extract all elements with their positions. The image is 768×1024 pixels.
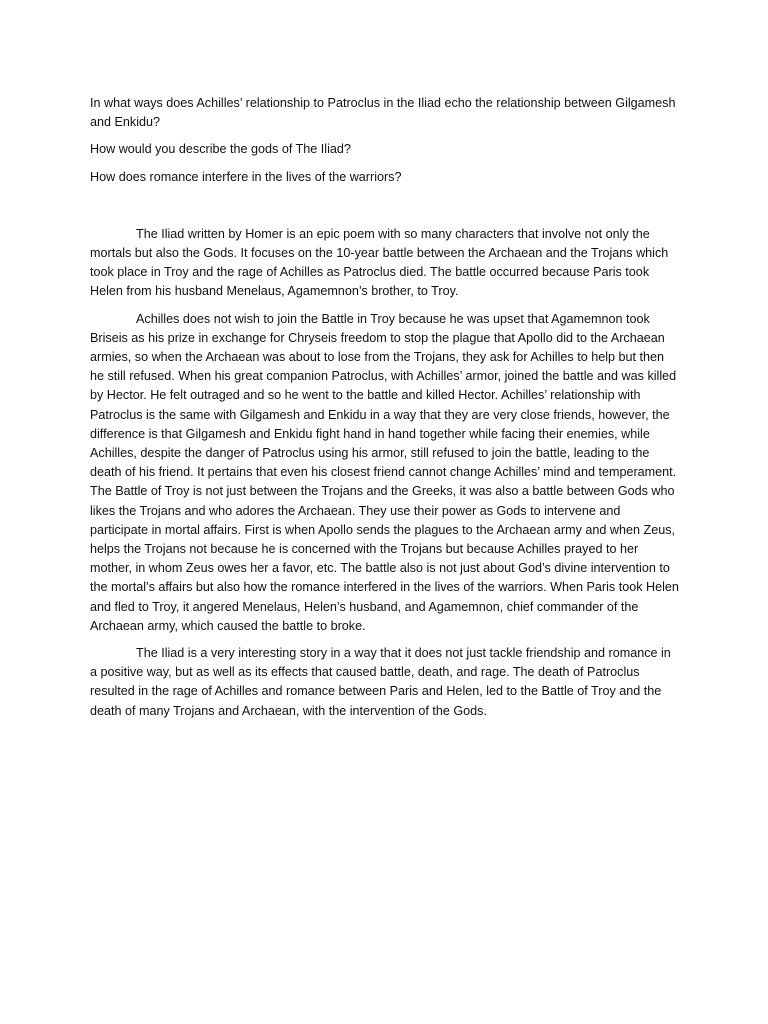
essay-question-2: How would you describe the gods of The Iliad? <box>90 142 351 157</box>
essay-question-3: How does romance interfere in the lives of the warriors? <box>90 169 402 184</box>
essay-paragraph-2: Achilles does not wish to join the Battle in Troy because he was upset that Agamemnon took Briseis as his prize in exchange for Chryseis freedom to stop the plague that Apollo did to the Archaean armies, so when the Archaean was about to lose from the Trojans, they ask for Achilles to help but then he still refused. When his great companion Patroclus, with Achilles’ armor, joined the battle and was killed by Hector. He felt outraged and so he went to the battle and killed Hector. Achilles’ relationship with Patroclus is the same with Gilgamesh and Enkidu in a way that they are very close friends, however, the difference is that Gilgamesh and Enkidu fight hand in hand together while facing their enemies, while Achilles, despite the danger of Patroclus using his armor, still refused to join the battle, leading to the death of his friend. It pertains that even his closest friend cannot change Achilles’ mind and temperament. The Battle of Troy is not just between the Trojans and the Greeks, it was also a battle between Gods who likes the Trojans and who adores the Archaean. They use their power as Gods to intervene and participate in mortal affairs. First is when Apollo sends the plagues to the Archaean army and when Zeus, helps the Trojans not because he is concerned with the Trojans but because Achilles prayed to her mother, in whom Zeus owes her a favor, etc. The battle also is not just about God’s divine intervention to the mortal’s affairs but also how the romance interfered in the lives of the warriors. When Paris took Helen and fled to Troy, it angered Menelaus, Helen’s husband, and Agamemnon, chief commander of the Archaean army, which caused the battle to broke. <box>90 311 679 633</box>
essay-question-1: In what ways does Achilles’ relationship to Patroclus in the Iliad echo the relationship between Gilgamesh and Enkidu? <box>90 96 676 130</box>
essay-paragraph-1: The Iliad written by Homer is an epic poem with so many characters that involve not only the mortals but also the Gods. It focuses on the 10-year battle between the Archaean and the Trojans which took place in Troy and the rage of Achilles as Patroclus died. The battle occurred because Paris took Helen from his husband Menelaus, Agamemnon’s brother, to Troy. <box>90 226 669 299</box>
document-body <box>90 94 680 729</box>
section-spacer <box>90 195 680 225</box>
essay-paragraph-3: The Iliad is a very interesting story in a way that it does not just tackle friendship and romance in a positive way, but as well as its effects that caused battle, death, and rage. The death of Patroclus resulted in the rage of Achilles and romance between Paris and Helen, led to the Battle of Troy and the death of many Trojans and Archaean, with the intervention of the Gods. <box>90 646 671 718</box>
